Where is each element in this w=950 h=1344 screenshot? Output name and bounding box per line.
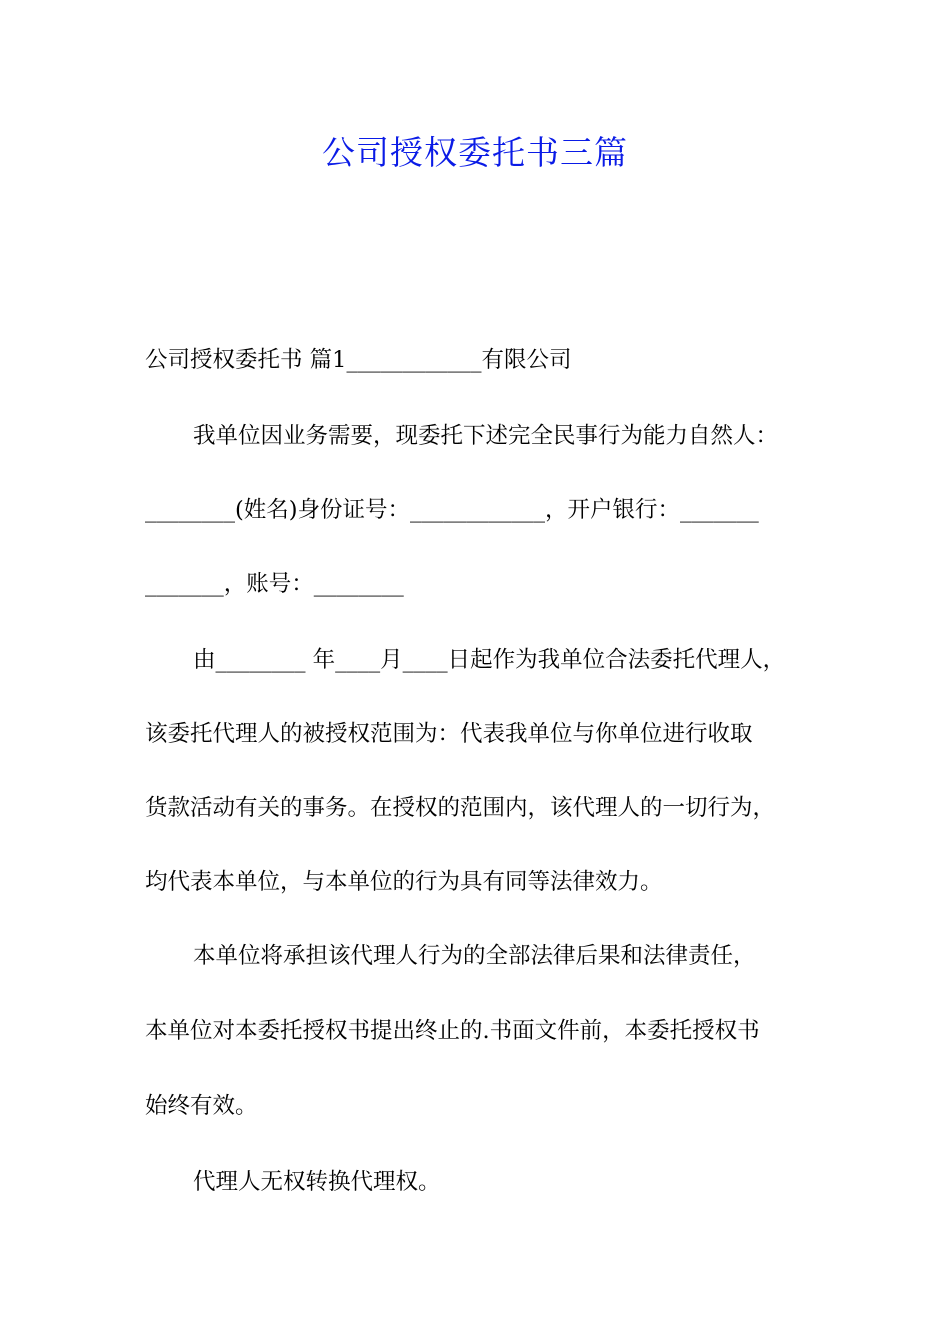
paragraph-line: 我单位因业务需要，现委托下述完全民事行为能力自然人： <box>193 423 779 449</box>
document-title: 公司授权委托书三篇 <box>322 133 628 172</box>
paragraph-line: 均代表本单位，与本单位的行为具有同等法律效力。 <box>145 869 663 895</box>
paragraph-line: ________(姓名)身份证号：____________，开户银行：_______ <box>145 497 759 523</box>
paragraph-line: 本单位将承担该代理人行为的全部法律后果和法律责任， <box>193 943 756 969</box>
paragraph-line: 代理人无权转换代理权。 <box>193 1169 441 1195</box>
paragraph-line: _______，账号：________ <box>145 571 404 597</box>
paragraph-line: 该委托代理人的被授权范围为：代表我单位与你单位进行收取 <box>145 721 753 747</box>
paragraph-line: 由________ 年____月____日起作为我单位合法委托代理人， <box>193 647 786 673</box>
paragraph-line: 货款活动有关的事务。在授权的范围内，该代理人的一切行为， <box>145 795 776 821</box>
section-heading: 公司授权委托书 篇1____________有限公司 <box>145 347 572 373</box>
paragraph-line: 本单位对本委托授权书提出终止的.书面文件前，本委托授权书 <box>145 1018 760 1044</box>
paragraph-line: 始终有效。 <box>145 1093 258 1119</box>
